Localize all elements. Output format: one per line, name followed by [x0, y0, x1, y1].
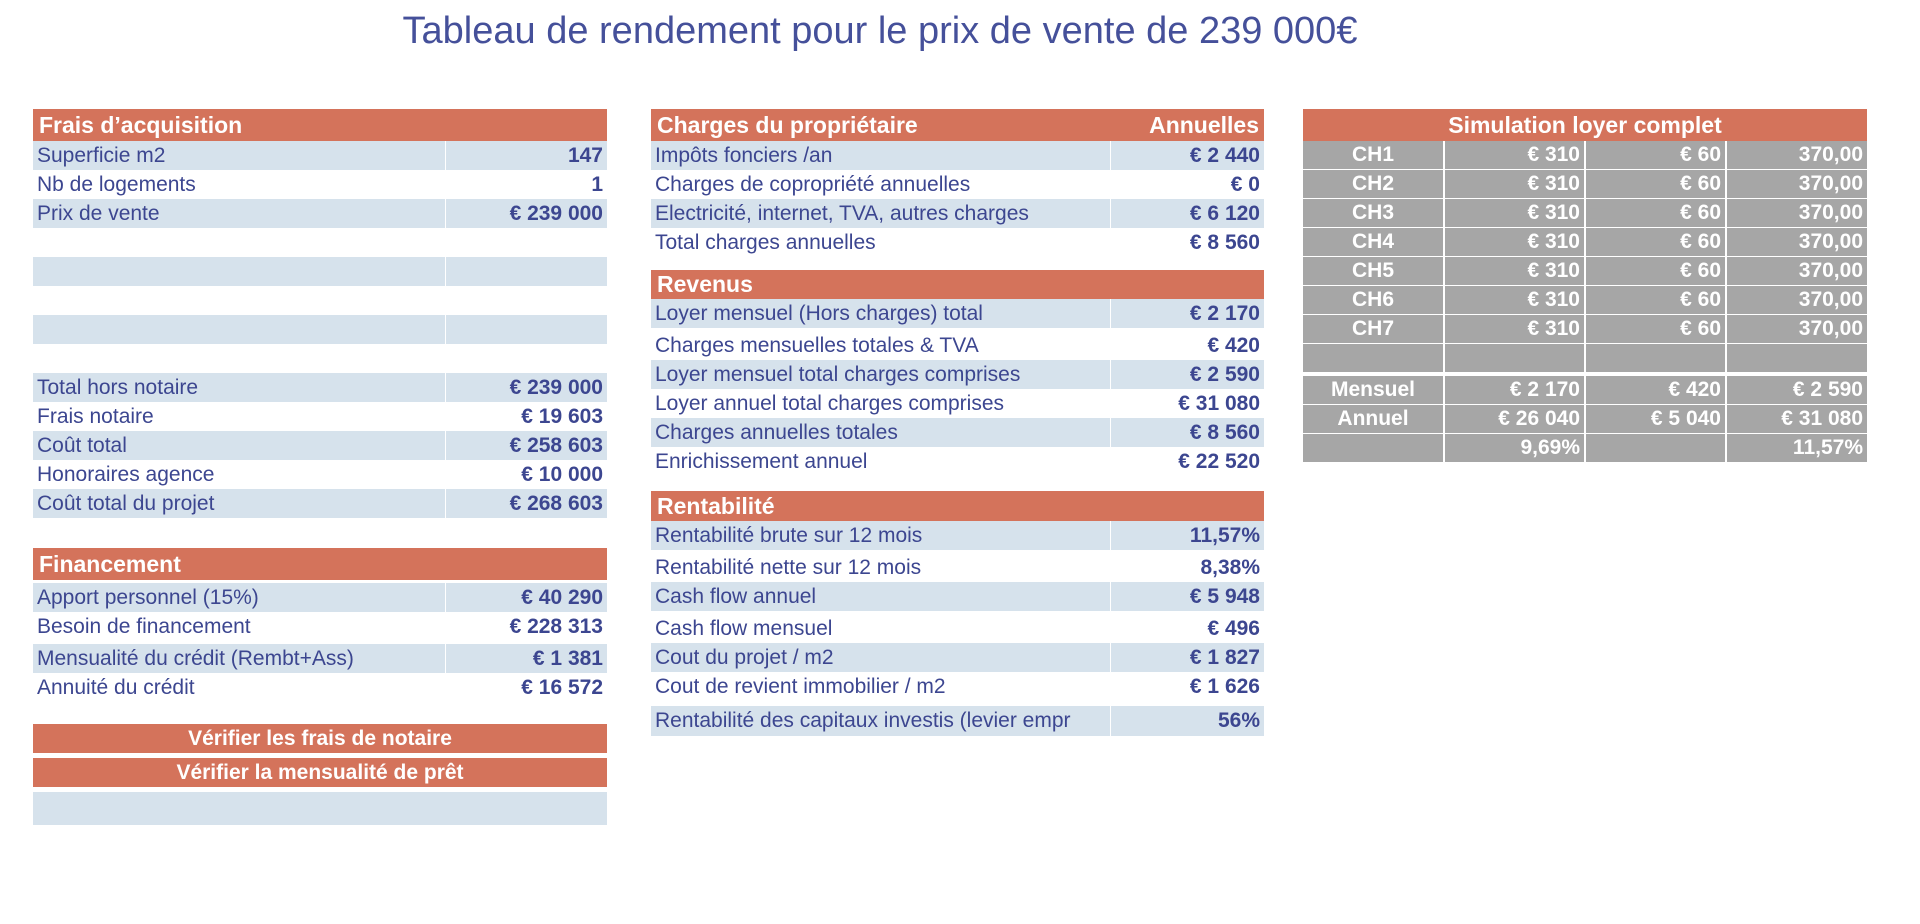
room-row — [1303, 199, 1867, 228]
room-value: 370,00 — [1727, 228, 1867, 257]
row-value: 8,38% — [1200, 555, 1260, 579]
table-row — [33, 402, 607, 431]
table-row — [651, 299, 1264, 328]
charges-period: Annuelles — [1149, 111, 1259, 138]
page-title: Tableau de rendement pour le prix de vente de 239 000€ — [402, 10, 1358, 52]
simulation-summary — [1303, 376, 1867, 463]
row-value: € 40 290 — [445, 583, 607, 612]
table-row — [33, 431, 607, 460]
row-value: 11,57% — [1110, 521, 1264, 550]
table-row — [33, 460, 607, 489]
summary-row — [1303, 434, 1867, 463]
charges-title: Charges du propriétaire — [657, 111, 918, 138]
empty-row[interactable] — [33, 257, 607, 286]
room-value[interactable]: € 60 — [1586, 170, 1727, 199]
empty-row — [1303, 344, 1867, 373]
room-value[interactable]: € 310 — [1445, 199, 1586, 228]
row-label: Apport personnel (15%) — [37, 585, 259, 609]
room-row — [1303, 315, 1867, 344]
row-label: Impôts fonciers /an — [655, 143, 833, 167]
room-row — [1303, 141, 1867, 170]
room-label: CH5 — [1303, 257, 1445, 286]
empty-row — [33, 228, 607, 257]
row-label: Cash flow mensuel — [655, 616, 833, 640]
room-row — [1303, 170, 1867, 199]
row-value[interactable]: € 0 — [1230, 172, 1260, 196]
room-value: 370,00 — [1727, 170, 1867, 199]
empty-row[interactable] — [33, 315, 607, 344]
row-value[interactable]: 1 — [591, 172, 603, 196]
table-row — [651, 228, 1264, 257]
row-label: Charges annuelles totales — [655, 420, 898, 444]
row-label: Prix de vente — [37, 201, 160, 225]
summary-row — [1303, 376, 1867, 405]
room-row — [1303, 257, 1867, 286]
table-row — [651, 672, 1264, 701]
row-label: Total charges annuelles — [655, 230, 876, 254]
table-row — [33, 373, 607, 402]
row-label: Coût total du projet — [37, 491, 215, 515]
table-row — [651, 582, 1264, 611]
row-label: Cout du projet / m2 — [655, 645, 834, 669]
room-label: CH6 — [1303, 286, 1445, 315]
table-row — [33, 673, 607, 702]
row-label: Loyer annuel total charges comprises — [655, 391, 1005, 415]
summary-value: € 26 040 — [1445, 405, 1586, 434]
table-row — [651, 706, 1264, 736]
row-value: € 420 — [1207, 333, 1260, 357]
row-label: Nb de logements — [37, 172, 196, 196]
row-value[interactable]: € 239 000 — [445, 199, 607, 228]
room-value[interactable]: € 310 — [1445, 228, 1586, 257]
verify-notary-fees-button[interactable]: Vérifier les frais de notaire — [33, 724, 607, 753]
empty-row — [33, 286, 607, 315]
row-label: Rentabilité brute sur 12 mois — [655, 523, 923, 547]
room-label: CH4 — [1303, 228, 1445, 257]
row-label: Charges mensuelles totales & TVA — [655, 333, 979, 357]
acquisition-title: Frais d’acquisition — [39, 111, 243, 138]
row-label: Charges de copropriété annuelles — [655, 172, 971, 196]
room-label: CH2 — [1303, 170, 1445, 199]
row-value: € 1 381 — [445, 644, 607, 673]
row-value[interactable]: € 2 440 — [1110, 141, 1264, 170]
table-row — [33, 199, 607, 228]
row-value: € 2 590 — [1110, 360, 1264, 389]
revenus-title: Revenus — [657, 271, 753, 297]
financement-title: Financement — [39, 550, 181, 577]
summary-value: € 5 040 — [1586, 405, 1727, 434]
row-value[interactable]: € 10 000 — [521, 462, 603, 486]
row-label: Coût total — [37, 433, 127, 457]
row-value: € 239 000 — [445, 373, 607, 402]
row-label: Rentabilité nette sur 12 mois — [655, 555, 922, 579]
row-label: Loyer mensuel (Hors charges) total — [655, 301, 983, 325]
row-value: € 228 313 — [509, 614, 603, 638]
room-value[interactable]: € 310 — [1445, 315, 1586, 344]
room-row — [1303, 228, 1867, 257]
room-value[interactable]: € 60 — [1586, 257, 1727, 286]
room-value[interactable]: € 310 — [1445, 170, 1586, 199]
row-label: Mensualité du crédit (Rembt+Ass) — [37, 646, 354, 670]
row-value: € 16 572 — [521, 675, 603, 699]
row-value: € 1 626 — [1189, 674, 1260, 698]
table-row — [33, 612, 607, 641]
row-label: Total hors notaire — [37, 375, 199, 399]
table-row — [651, 614, 1264, 643]
summary-value: 11,57% — [1727, 434, 1867, 463]
room-value[interactable]: € 310 — [1445, 286, 1586, 315]
row-value: € 31 080 — [1178, 391, 1260, 415]
verify-loan-payment-button[interactable]: Vérifier la mensualité de prêt — [33, 758, 607, 787]
simulation-rooms — [1303, 141, 1867, 344]
row-value: € 5 948 — [1110, 582, 1264, 611]
financement-header — [33, 548, 607, 580]
table-row — [651, 521, 1264, 550]
table-row — [33, 489, 607, 518]
summary-value: € 420 — [1586, 376, 1727, 405]
room-value[interactable]: € 60 — [1586, 228, 1727, 257]
summary-label: Annuel — [1303, 405, 1445, 434]
row-value: € 258 603 — [445, 431, 607, 460]
room-value: 370,00 — [1727, 257, 1867, 286]
empty-bar — [33, 792, 607, 825]
room-row — [1303, 286, 1867, 315]
room-value[interactable]: € 60 — [1586, 199, 1727, 228]
row-value: € 268 603 — [445, 489, 607, 518]
room-label: CH7 — [1303, 315, 1445, 344]
table-row — [33, 583, 607, 612]
table-row — [651, 199, 1264, 228]
revenus-header — [651, 270, 1264, 299]
row-label: Rentabilité des capitaux investis (levier empr — [655, 709, 1071, 732]
row-label: Cash flow annuel — [655, 584, 817, 608]
summary-value: € 2 590 — [1727, 376, 1867, 405]
room-label: CH1 — [1303, 141, 1445, 170]
table-row — [33, 141, 607, 170]
room-label: CH3 — [1303, 199, 1445, 228]
rentabilite-title: Rentabilité — [657, 492, 775, 519]
table-row — [651, 331, 1264, 360]
summary-value: 9,69% — [1445, 434, 1586, 463]
room-value[interactable]: € 60 — [1586, 286, 1727, 315]
row-value[interactable]: € 6 120 — [1110, 199, 1264, 228]
simulation-panel — [1303, 109, 1867, 463]
row-value: € 22 520 — [1178, 449, 1260, 473]
room-value[interactable]: € 310 — [1445, 257, 1586, 286]
row-value: € 496 — [1207, 616, 1260, 640]
room-value: 370,00 — [1727, 141, 1867, 170]
table-row — [651, 553, 1264, 582]
row-value: € 8 560 — [1189, 230, 1260, 254]
table-row — [651, 389, 1264, 418]
summary-value — [1586, 434, 1727, 463]
row-value: € 2 170 — [1110, 299, 1264, 328]
room-value[interactable]: € 60 — [1586, 141, 1727, 170]
table-row — [651, 418, 1264, 447]
summary-label — [1303, 434, 1445, 463]
rentabilite-header — [651, 491, 1264, 521]
room-value: 370,00 — [1727, 286, 1867, 315]
row-label: Enrichissement annuel — [655, 449, 868, 473]
row-label: Annuité du crédit — [37, 675, 195, 699]
table-row — [33, 170, 607, 199]
table-row — [651, 141, 1264, 170]
row-label: Superficie m2 — [37, 143, 166, 167]
row-label: Cout de revient immobilier / m2 — [655, 674, 946, 698]
summary-label: Mensuel — [1303, 376, 1445, 405]
row-label: Electricité, internet, TVA, autres charges — [655, 201, 1029, 225]
acquisition-header — [33, 109, 607, 141]
left-column — [33, 109, 607, 825]
room-value[interactable]: € 310 — [1445, 141, 1586, 170]
room-value[interactable]: € 60 — [1586, 315, 1727, 344]
row-value: € 1 827 — [1110, 643, 1264, 672]
table-row — [33, 644, 607, 673]
row-label: Loyer mensuel total charges comprises — [655, 362, 1021, 386]
row-label: Frais notaire — [37, 404, 154, 428]
row-label: Honoraires agence — [37, 462, 215, 486]
simulation-header — [1303, 109, 1867, 141]
table-row — [651, 170, 1264, 199]
summary-value: € 31 080 — [1727, 405, 1867, 434]
row-value: € 8 560 — [1110, 418, 1264, 447]
row-label: Besoin de financement — [37, 614, 251, 638]
room-value: 370,00 — [1727, 315, 1867, 344]
room-value: 370,00 — [1727, 199, 1867, 228]
table-row — [651, 643, 1264, 672]
table-row — [651, 360, 1264, 389]
simulation-title: Simulation loyer complet — [1448, 111, 1722, 138]
charges-header — [651, 109, 1264, 141]
row-value: € 19 603 — [521, 404, 603, 428]
row-value[interactable]: 147 — [445, 141, 607, 170]
summary-row — [1303, 405, 1867, 434]
row-value: 56% — [1110, 706, 1264, 736]
table-row — [651, 447, 1264, 476]
middle-column — [651, 109, 1264, 736]
summary-value: € 2 170 — [1445, 376, 1586, 405]
